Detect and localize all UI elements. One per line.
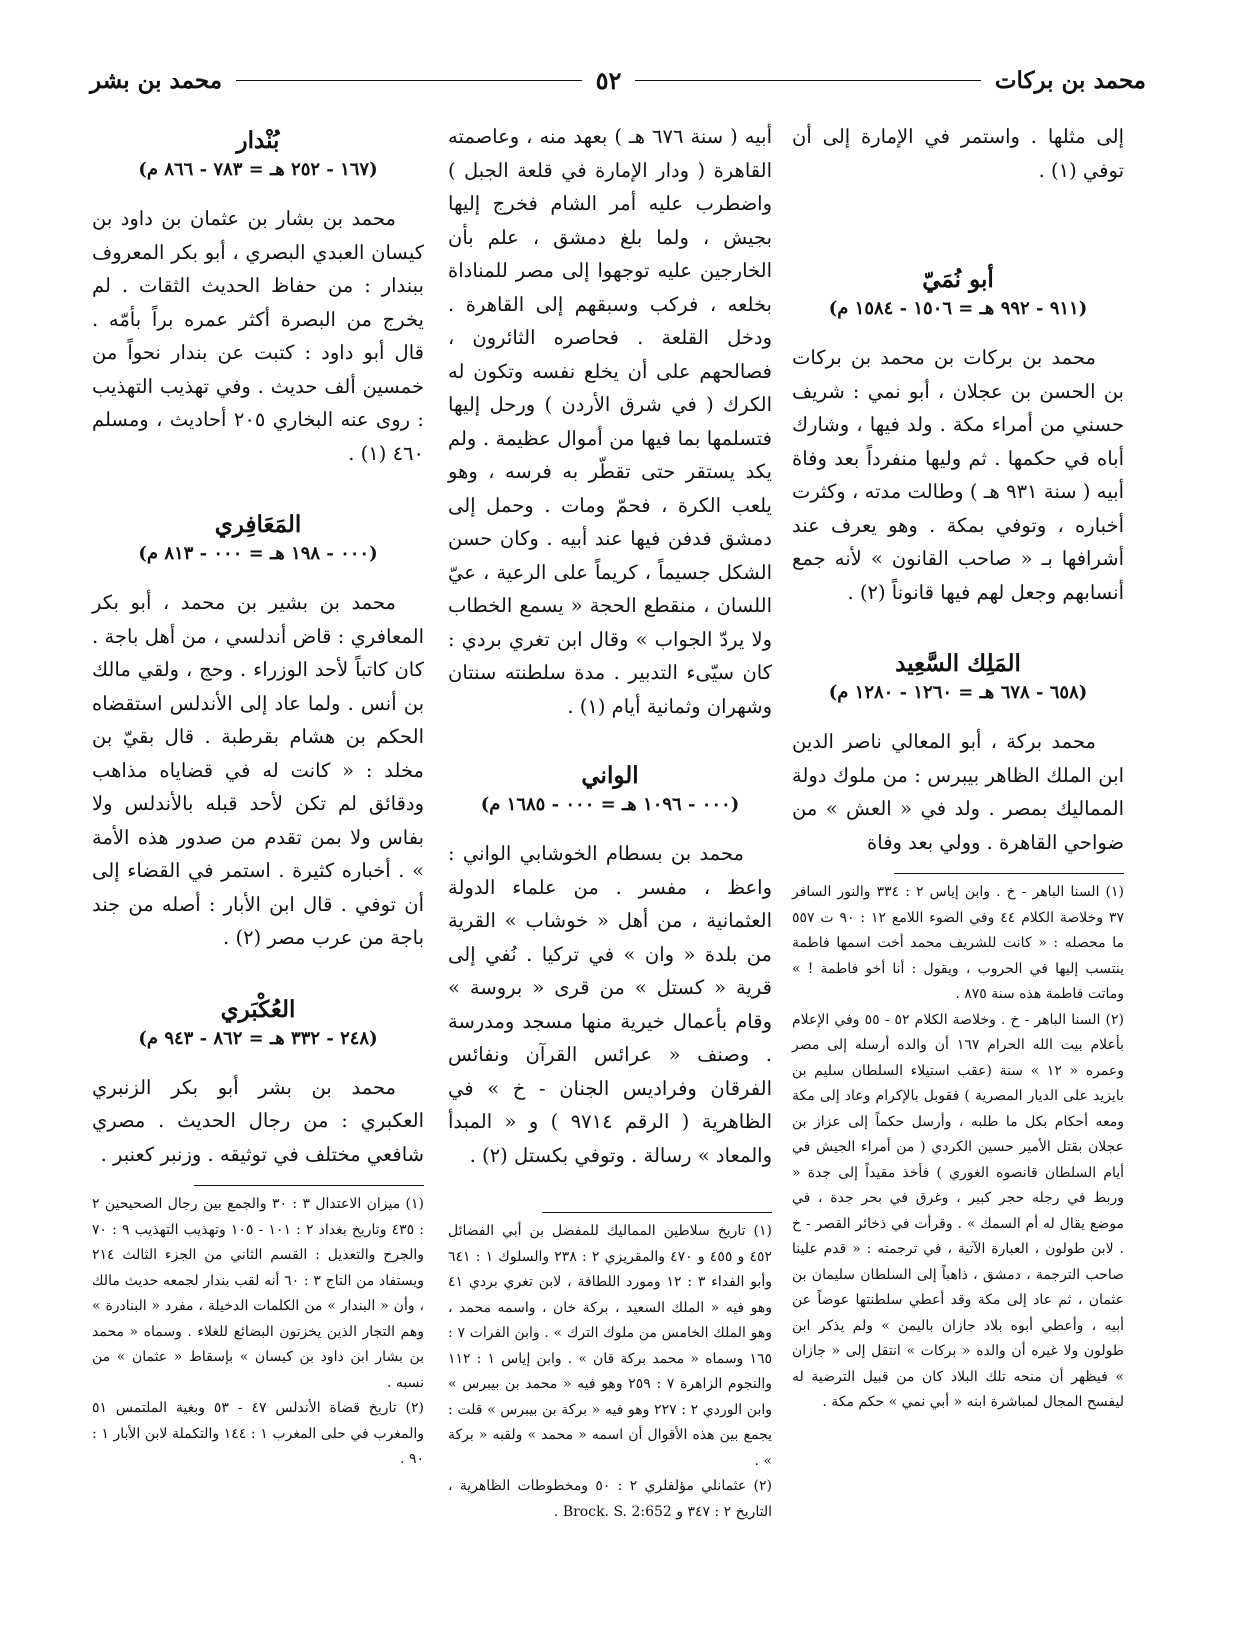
footnote-rule bbox=[194, 1185, 424, 1186]
header-left-title: محمد بن بشر bbox=[90, 66, 223, 94]
footnote: (٢) تاريخ قضاة الأندلس ٤٧ - ٥٣ وبغية الملتمس ٥١ والمغرب في حلى المغرب ١ : ١٤٤ والتكملة لابن الأبار ١ : ٩٠ . bbox=[92, 1400, 425, 1467]
entry-dates: (١٦٧ - ٢٥٢ هـ = ٧٨٣ - ٨٦٦ م) bbox=[138, 159, 378, 180]
footnotes bbox=[792, 880, 1124, 1416]
continued-paragraph: إلى مثلها . واستمر في الإمارة إلى أن توفي (١) . bbox=[792, 125, 1124, 182]
entry-dates: (٩١١ - ٩٩٢ هـ = ١٥٠٦ - ١٥٨٤ م) bbox=[828, 298, 1088, 319]
entry-dates: (٠٠٠ - ١٠٩٦ هـ = ٠٠٠ - ١٦٨٥ م) bbox=[480, 794, 740, 815]
footnote: (٢) السنا الباهر - خ . وخلاصة الكلام ٥٢ - ٥٥ وفي الإعلام بأعلام بيت الله الحرام ١٦٧ أن والده أرسله إلى مصر وعمره « ١٢ » سنة (عقب استيلاء السلطان سليم بن بايزيد على الديار المصرية ) فقوبل بالإكرام وعاد إلى مكة ومعه أحكام بكل ما طلبه ، وأرسل حكماً إلى عزاز بن عجلان بقتل الأمير حسين الكردي ( من أمراء الجيش في أيام السلطان قانصوه الغوري ) فأخذ مقيداً إلى جدة « وربط في رجله حجر كبير ، وغرق في بحر جدة ، في موضع يقال له أم السمك » . وقرأت في ذخائر القصر - خ . لابن طولون ، العبارة الآتية ، في ترجمته : « قدم علينا صاحب الترجمة ، دمشق ، ذاهباً إلى السلطان سليمان بن عثمان ، ثم عاد إلى مكة وقد أعطي سلطنتها عوضاً عن أبيه ، وأعطي أبوه بلاد جازان باليمن » ولم يذكر ابن طولون ولا غيره أن والده « بركات » انتقل إلى « جازان » فيظهر أن منحه تلك البلاد كان من قبيل الترضية له ليفسح المجال لمباشرة ابنه « أبي نمي » حكم مكة . bbox=[792, 1011, 1125, 1410]
header-rule-left bbox=[236, 80, 581, 81]
footnote: (١) ميزان الاعتدال ٣ : ٣٠ والجمع بين رجال الصحيحين ٢ : ٤٣٥ وتاريخ بغداد ٢ : ١٠١ - ١٠٥ وتهذيب التهذيب ٩ : ٧٠ والجرح والتعديل : القسم الثاني من الجزء الثالث ٢١٤ ويستفاد من التاج ٣ : ٦٠ أنه لقب بندار لجمعه حديث مالك ، وأن « البندار » من الكلمات الدخيلة ، مفرد « البنادرة » وهم التجار الذين يخزنون البضائع للغلاء . وسماه « محمد بن بشار ابن داود بن كيسان » بإسقاط « عثمان » من نسبه . bbox=[92, 1196, 425, 1391]
footnote-rule bbox=[542, 1212, 772, 1213]
header-right-title: محمد بن بركات bbox=[994, 66, 1146, 94]
header-rule-right bbox=[635, 80, 980, 81]
entry-body: محمد بن بشار بن عثمان بن داود بن كيسان العبدي البصري ، أبو بكر المعروف ببندار : من حفاظ الحديث الثقات . لم يخرج من البصرة أكثر عمره براً بأمّه . قال أبو داود : كتبت عن بندار نحواً من خمسين ألف حديث . وفي تهذيب التهذيب : روى عنه البخاري ٢٠٥ أحاديث ، ومسلم ٤٦٠ (١) . bbox=[92, 207, 424, 465]
column-right bbox=[792, 120, 1124, 1600]
entry-title: المَلِك السَّعِيد bbox=[895, 650, 1021, 677]
footnote: (١) السنا الباهر - خ . وابن إياس ٢ : ٣٣٤ والنور السافر ٣٧ وخلاصة الكلام ٤٤ وفي الضوء اللامع ١٢ : ٩٠ ت ٥٥٧ ما محصله : « كانت للشريف محمد أخت اسمها فاطمة ينتسب إليها في الحروب ، ويقول : أنا أخو فاطمة ! » وماتت فاطمة هذه سنة ٨٧٥ . bbox=[792, 884, 1124, 1002]
entry-body: محمد بن بسطام الخوشابي الواني : واعظ ، مفسر . من علماء الدولة العثمانية ، من أهل « خوشاب » القرية من بلدة « وان » في تركيا . نُفي إلى قرية « كستل » من قرى « بروسة » وقام بأعمال خيرية منها مسجد ومدرسة . وصنف « عرائس القرآن ونفائس الفرقان وفراديس الجنان - خ » في الظاهرية ( الرقم ٩٧١٤ ) و « المبدأ والمعاد » رسالة . وتوفي بكستل (٢) . bbox=[448, 842, 773, 1167]
entry-body: محمد بن بشير بن محمد ، أبو بكر المعافري : قاض أندلسي ، من أهل باجة . كان كاتباً لأحد الوزراء . وحج ، ولقي مالك بن أنس . ولما عاد إلى الأندلس استقضاه الحكم بن هشام بقرطبة . قال بقيّ بن مخلد : « كانت له في قضاياه مذاهب ودقائق لم تكن لأحد قبله بالأندلس ولا بفاس ولا بمن تقدم من صدور هذه الأمة » . أخباره كثيرة . استمر في القضاء إلى أن توفي . قال ابن الأبار : أصله من جند باجة من عرب مصر (٢) . bbox=[92, 591, 424, 949]
entry-dates: (٦٥٨ - ٦٧٨ هـ = ١٢٦٠ - ١٢٨٠ م) bbox=[828, 682, 1088, 703]
footnotes bbox=[448, 1219, 772, 1525]
entry-title: أبو نُمَيّ bbox=[922, 266, 994, 293]
column-left bbox=[92, 120, 424, 1600]
footnotes bbox=[92, 1192, 424, 1473]
entry-dates: (٠٠٠ - ١٩٨ هـ = ٠٠٠ - ٨١٣ م) bbox=[138, 543, 378, 564]
entry-body: محمد بن بركات بن محمد بن بركات بن الحسن بن عجلان ، أبو نمي : شريف حسني من أمراء مكة . ولد فيها ، وشارك أباه في حكمها . ثم وليها منفرداً بعد وفاة أبيه ( سنة ٩٣١ هـ ) وطالت مدته ، وكثرت أخباره ، وتوفي بمكة . وهو يعرف عند أشرافها بـ « صاحب القانون » لأنه جمع أنسابهم وجعل لهم فيها قانوناً (٢) . bbox=[792, 346, 1124, 604]
entry-dates: (٢٤٨ - ٣٣٢ هـ = ٨٦٢ - ٩٤٣ م) bbox=[138, 1027, 378, 1049]
entry-title: الواني bbox=[581, 762, 639, 789]
entry-title: بُنْدار bbox=[236, 127, 280, 154]
continued-paragraph: أبيه ( سنة ٦٧٦ هـ ) بعهد منه ، وعاصمته القاهرة ( ودار الإمارة في قلعة الجبل ) واضطرب عليه أمر الشام فخرج إليها بجيش ، ولما بلغ دمشق ، علم بأن الخارجين عليه توجهوا إلى مصر للمناداة بخلعه ، فركب وسبقهم إلى القاهرة . ودخل القلعة . فحاصره الثائرون ، فصالحهم على أن يخلع نفسه وتكون له الكرك ( في شرق الأردن ) ورحل إليها فتسلمها بما فيها من أموال عظيمة . ولم يكد يستقر حتى تقطّر به فرسه ، وهو يلعب الكرة ، فحمّ ومات . وحمل إلى دمشق فدفن فيها عند أبيه . وكان حسن الشكل جسيماً ، كريماً على الرعية ، عيّ اللسان ، منقطع الحجة « يسمع الخطاب ولا يردّ الجواب » وقال ابن تغري بردي : كان سيّىء التدبير . مدة سلطنته سنتان وشهران وثمانية أيام (١) . bbox=[448, 125, 772, 718]
entry-body: محمد بن بشر أبو بكر الزنبري العكبري : من رجال الحديث . مصري شافعي مختلف في توثيقه . وزنبر كعنبر . bbox=[92, 1075, 424, 1166]
page-number: ٥٢ bbox=[595, 65, 622, 95]
column-middle bbox=[448, 120, 772, 1600]
footnote-rule bbox=[894, 873, 1124, 874]
entry-title: المَعَافِري bbox=[214, 511, 302, 538]
footnote: (٢) عثمانلي مؤلفلري ٢ : ٥٠ ومخطوطات الظاهرية ، التاريخ ٢ : ٣٤٧ و Brock. S. 2:652 . bbox=[448, 1478, 772, 1520]
running-header bbox=[90, 60, 1146, 100]
entry-body: محمد بركة ، أبو المعالي ناصر الدين ابن الملك الظاهر بيبرس : من ملوك دولة المماليك بمصر . ولد في « العش » من ضواحي القاهرة . وولي بعد وفاة bbox=[792, 730, 1124, 854]
entry-title: العُكْبَري bbox=[220, 995, 296, 1023]
footnote: (١) تاريخ سلاطين المماليك للمفضل بن أبي الفضائل ٤٥٢ و ٤٥٥ و ٤٧٠ والمقريزي ٢ : ٢٣٨ والسلوك ١ : ٦٤١ وأبو الفداء ٣ : ١٢ ومورد اللطافة ، لابن تغري بردي ٤١ وهو فيه « الملك السعيد ، بركة خان ، واسمه محمد ، وهو الملك الخامس من ملوك الترك » . وابن الفرات ٧ : ١٦٥ وسماه « محمد بركة قان » . وابن إياس ١ : ١١٢ والنجوم الزاهرة ٧ : ٢٥٩ وهو فيه « محمد بن بيبرس » وابن الوردي ٢ : ٢٢٧ وهو فيه « بركة بن بيبرس » قلت : يجمع بين هذه الأقوال أن اسمه « محمد » ولقبه « بركة » . bbox=[448, 1223, 773, 1469]
